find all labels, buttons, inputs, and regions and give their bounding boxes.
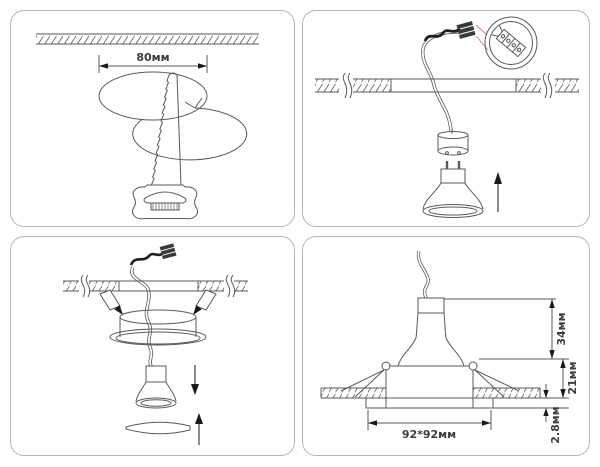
- trim-thickness-label: 2.8мм: [549, 406, 562, 444]
- hole-diameter-label: 80мм: [136, 51, 170, 64]
- ceiling-cross-section: [63, 275, 248, 297]
- dimension-34mm: [444, 299, 556, 359]
- ceiling-cross-section: [315, 73, 579, 98]
- step-4-panel: [302, 236, 590, 456]
- leader-lines: [476, 25, 488, 50]
- step-3-panel: [10, 236, 295, 456]
- supply-wire: [423, 32, 461, 131]
- hole-ellipse: [99, 72, 207, 120]
- step-2-panel: [302, 10, 590, 227]
- fixture-cross-section: [341, 298, 519, 398]
- cutout-size-label: 92*92мм: [401, 428, 457, 441]
- supply-wire: [418, 251, 428, 298]
- step-1-panel: [10, 10, 295, 227]
- spring-clip-left-icon: [100, 290, 123, 315]
- down-arrow-icon: [191, 365, 199, 395]
- trim-ring: [126, 422, 190, 434]
- ceiling-cross-section: [321, 388, 540, 398]
- gu10-bulb-icon: [423, 161, 483, 218]
- ceiling-hatch: [36, 34, 259, 44]
- wire-connector-icon: [131, 243, 176, 265]
- lamp-socket-icon: [438, 129, 468, 155]
- body-height-label: 34мм: [555, 312, 568, 346]
- up-arrow-icon: [494, 172, 502, 212]
- up-arrow-icon: [195, 413, 203, 445]
- recess-depth-label: 21мм: [566, 361, 579, 395]
- dimension-92mm: [368, 410, 491, 430]
- terminal-block-icon: [492, 26, 526, 57]
- rotation-arrow-icon: [133, 98, 247, 160]
- hole-saw-icon: [132, 73, 197, 219]
- downlight-body: [110, 310, 206, 345]
- gu10-bulb-icon: [136, 366, 176, 408]
- trim-plate: [366, 398, 493, 408]
- supply-wire: [132, 267, 152, 366]
- spring-clip-right-icon: [193, 290, 216, 315]
